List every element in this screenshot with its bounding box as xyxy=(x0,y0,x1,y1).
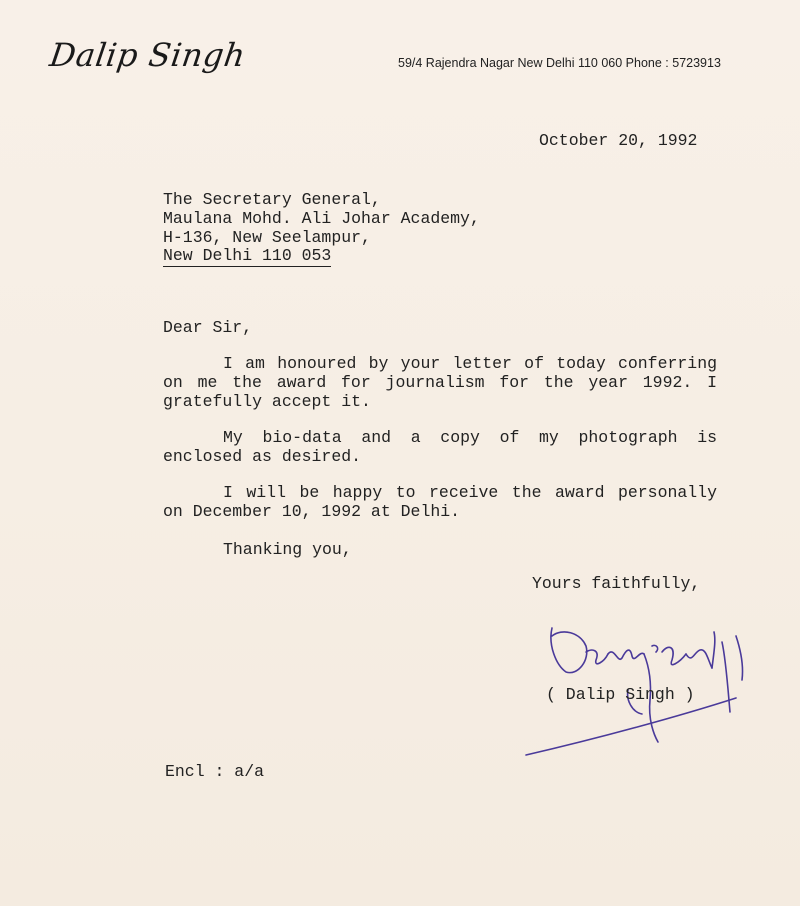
recipient-line-2: Maulana Mohd. Ali Johar Academy, xyxy=(163,209,480,228)
body-paragraph-2-text: My bio-data and a copy of my photograph is enclosed as desired. xyxy=(163,428,717,466)
typed-name: ( Dalip Singh ) xyxy=(546,685,695,704)
thanking-line: Thanking you, xyxy=(223,540,352,559)
body-paragraph-1 xyxy=(163,354,717,411)
enclosure-note: Encl : a/a xyxy=(165,762,265,781)
letterhead-address: 59/4 Rajendra Nagar New Delhi 110 060 Phone : 5723913 xyxy=(398,56,721,70)
body-paragraph-1-text: I am honoured by your letter of today conferring on me the award for journalism for the year 1992. I gratefully accept it. xyxy=(163,354,717,411)
recipient-line-1: The Secretary General, xyxy=(163,190,381,209)
salutation: Dear Sir, xyxy=(163,318,253,337)
body-paragraph-3 xyxy=(163,483,717,521)
body-paragraph-2 xyxy=(163,428,717,466)
closing-line: Yours faithfully, xyxy=(532,574,701,593)
recipient-line-4: New Delhi 110 053 xyxy=(163,246,332,265)
recipient-line-3: H-136, New Seelampur, xyxy=(163,228,371,247)
body-paragraph-3-text: I will be happy to receive the award personally on December 10, 1992 at Delhi. xyxy=(163,483,717,521)
letter-date: October 20, 1992 xyxy=(539,131,698,150)
letterhead-name: Dalip Singh xyxy=(47,36,248,74)
